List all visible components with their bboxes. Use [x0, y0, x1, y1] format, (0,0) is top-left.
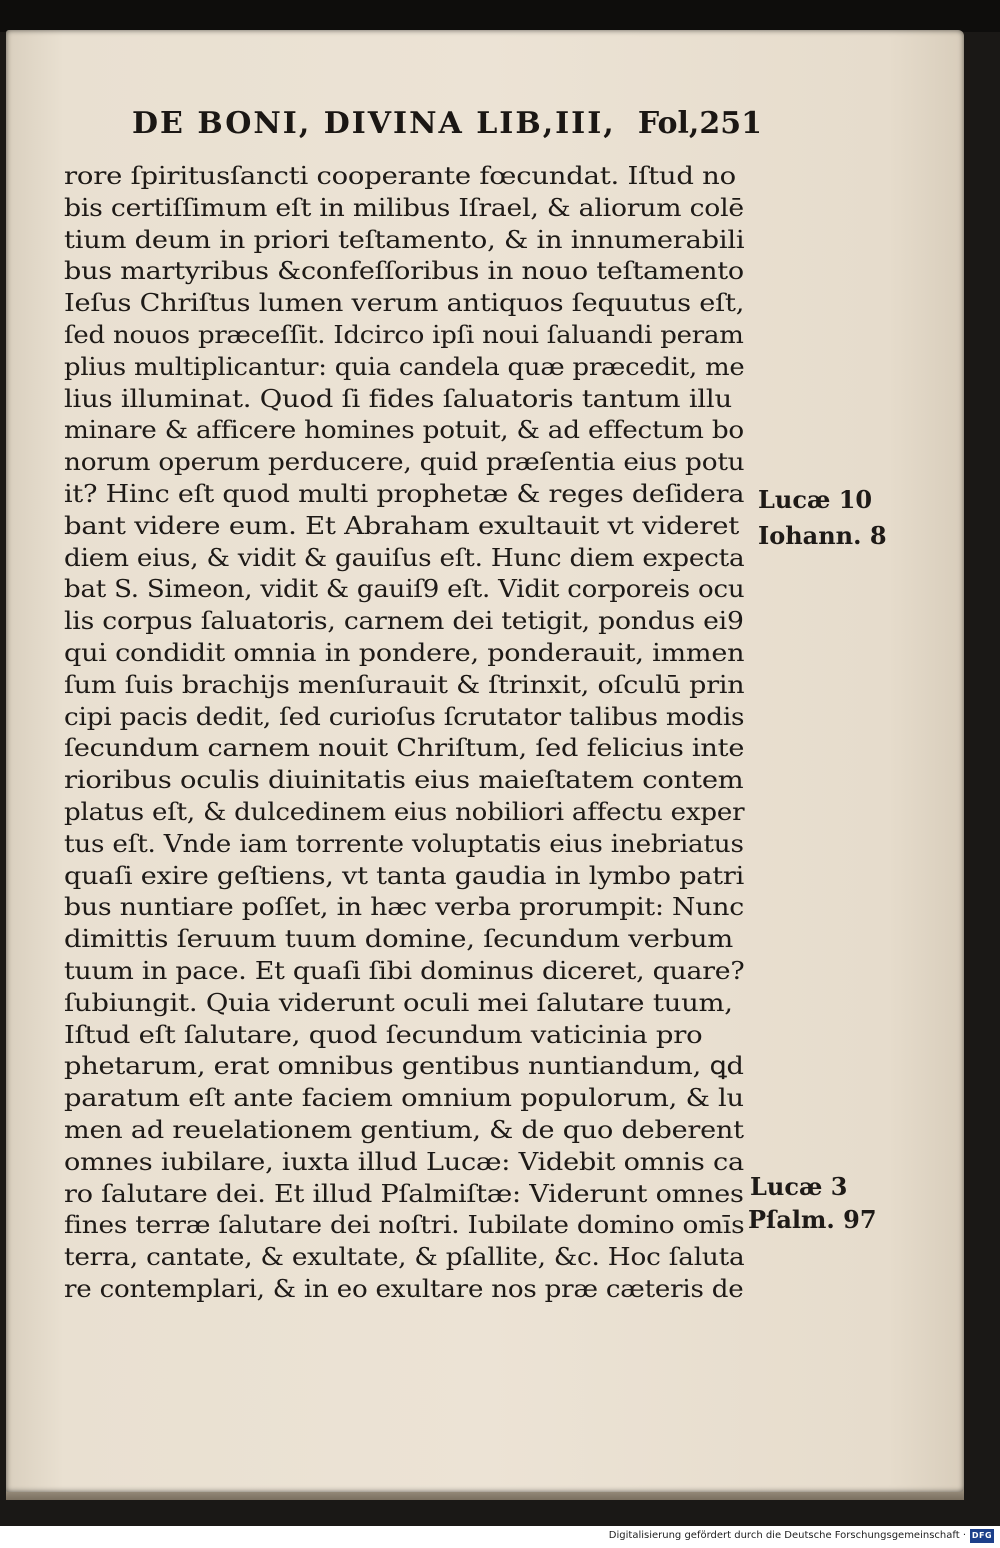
folio-number: Fol,251 — [637, 106, 762, 141]
text-line: paratum eſt ante faciem omnium populorum, & lu — [64, 1083, 744, 1113]
text-line: omnes iubilare, iuxta illud Lucæ: Videbit omnis ca — [64, 1146, 744, 1176]
footer-credit: Digitalisierung gefördert durch die Deutsche Forschungsgemeinschaft · — [608, 1530, 966, 1541]
text-line: terra, cantate, & exultate, & pſallite, &c. Hoc ſaluta — [64, 1242, 745, 1272]
text-line: cipi pacis dedit, ſed curioſus ſcrutator talibus modis — [64, 701, 745, 731]
text-line: phetarum, erat omnibus gentibus nuntiandum, ꝗd — [64, 1051, 744, 1081]
running-head — [132, 106, 762, 141]
text-line: Iſtud eſt ſalutare, quod ſecundum vaticinia pro — [64, 1019, 703, 1049]
text-line: tuum in pace. Et quaſi ſibi dominus diceret, quare? — [64, 956, 745, 985]
text-line: bat S. Simeon, vidit & gauiſ9 eſt. Vidit corporeis ocu — [64, 574, 745, 604]
margin-note-psalm-97: Pſalm. 97 — [748, 1205, 877, 1234]
text-line: norum operum perducere, quid præſentia eius potu — [64, 447, 745, 477]
text-line: plius multiplicantur: quia candela quæ præcedit, me — [64, 351, 745, 381]
text-line: ſecundum carnem nouit Chriſtum, ſed felicius inte — [64, 733, 745, 763]
text-line: bant videre eum. Et Abraham exultauit vt videret — [64, 510, 740, 540]
text-line: men ad reuelationem gentium, & de quo deberent — [64, 1115, 744, 1144]
text-line: minare & afficere homines potuit, & ad effectum bo — [64, 415, 745, 445]
text-line: bus nuntiare poſſet, in hæc verba prorumpit: Nunc — [64, 892, 744, 922]
text-line: bis certiſſimum eſt in milibus Iſrael, & aliorum colē — [64, 192, 744, 222]
text-line: it? Hinc eſt quod multi prophetæ & reges deſidera — [64, 479, 745, 508]
text-line: qui condidit omnia in pondere, ponderauit, immen — [64, 638, 745, 667]
footer-strip — [0, 1526, 1000, 1548]
text-line: lis corpus ſaluatoris, carnem dei tetigit, pondus ei9 — [64, 606, 744, 636]
text-line: re contemplari, & in eo exultare nos præ cæteris de — [64, 1274, 744, 1303]
text-line: bus martyribus &confeſſoribus in nouo teſtamento — [64, 256, 744, 286]
scanner-background — [0, 0, 1000, 32]
text-line: dimittis ſeruum tuum domine, ſecundum verbum — [64, 924, 734, 954]
text-line: ſed nouos præceſſit. Idcirco ipſi noui ſaluandi peram — [64, 320, 744, 349]
text-line: ſum ſuis brachijs menſurauit & ſtrinxit, oſculū prin — [64, 669, 745, 699]
text-line: fines terræ ſalutare dei noſtri. Iubilate domino omīs — [64, 1210, 745, 1240]
text-line: ſubiungit. Quia viderunt oculi mei ſalutare tuum, — [64, 987, 733, 1017]
text-line: lius illuminat. Quod ſi fides ſaluatoris tantum illu — [64, 383, 732, 413]
text-line: quaſi exire geſtiens, vt tanta gaudia in lymbo patri — [64, 860, 745, 890]
text-line: rore ſpiritusſancti cooperante fœcundat. Iſtud no — [64, 161, 736, 190]
dfg-logo-icon: DFG — [970, 1529, 994, 1543]
text-line: platus eſt, & dulcedinem eius nobiliori affectu exper — [64, 797, 745, 826]
text-line: tium deum in priori teſtamento, & in innumerabili — [64, 224, 745, 254]
text-line: Ieſus Chriſtus lumen verum antiquos ſequutus eſt, — [64, 288, 745, 318]
text-line: rioribus oculis diuinitatis eius maieſtatem contem — [64, 765, 744, 795]
running-head-title: DE BONI, DIVINA LIB,III, — [132, 106, 616, 141]
margin-note-johann-8: Iohann. 8 — [758, 521, 887, 550]
text-line: diem eius, & vidit & gauiſus eſt. Hunc diem expecta — [64, 542, 745, 572]
text-line: tus eſt. Vnde iam torrente voluptatis eius inebriatus — [64, 828, 744, 858]
margin-note-lucae-3: Lucæ 3 — [750, 1172, 848, 1201]
margin-note-lucae-10: Lucæ 10 — [758, 485, 873, 514]
text-line: ro ſalutare dei. Et illud Pſalmiſtæ: Viderunt omnes — [64, 1178, 744, 1208]
